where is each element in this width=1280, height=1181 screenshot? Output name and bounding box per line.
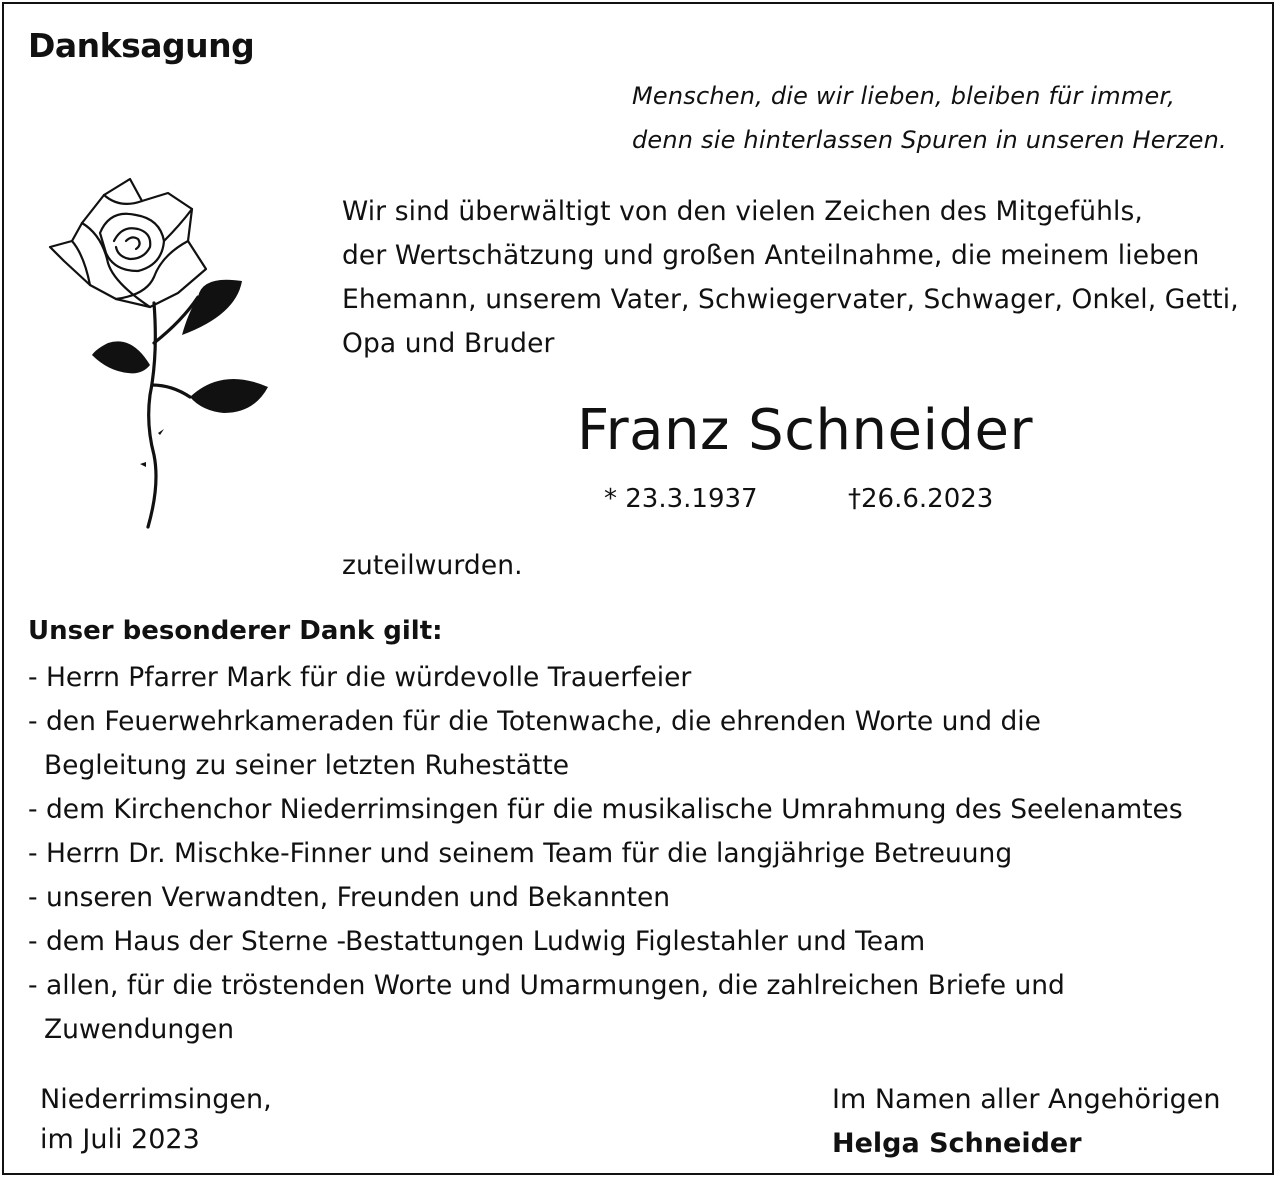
footer-on-behalf: Im Namen aller Angehörigen [832, 1084, 1221, 1115]
thanks-item: - unseren Verwandten, Freunden und Bekannten [28, 882, 671, 913]
intro-line-2: der Wertschätzung und großen Anteilnahme, die meinem lieben [342, 240, 1200, 271]
notice-heading: Danksagung [28, 26, 255, 65]
rose-icon [42, 175, 274, 540]
footer-place: Niederrimsingen, [40, 1084, 272, 1115]
intro-closing: zuteilwurden. [342, 550, 523, 581]
thanks-item: - den Feuerwehrkameraden für die Totenwache, die ehrenden Worte und die [28, 706, 1041, 737]
death-line [848, 484, 993, 514]
thanks-item: - allen, für die tröstenden Worte und Umarmungen, die zahlreichen Briefe und [28, 970, 1065, 1001]
death-cross-icon: † [848, 484, 861, 514]
thanks-item: - dem Kirchenchor Niederrimsingen für die musikalische Umrahmung des Seelenamtes [28, 794, 1183, 825]
death-date: 26.6.2023 [861, 484, 994, 514]
footer-date: im Juli 2023 [40, 1124, 200, 1155]
footer-signer: Helga Schneider [832, 1128, 1082, 1159]
birth-date: 23.3.1937 [625, 484, 758, 514]
thanks-title: Unser besonderer Dank gilt: [28, 616, 443, 646]
thanks-item: - Herrn Pfarrer Mark für die würdevolle Trauerfeier [28, 662, 692, 693]
deceased-name: Franz Schneider [577, 398, 1034, 463]
quote-line-2: denn sie hinterlassen Spuren in unseren Herzen. [632, 126, 1227, 154]
intro-line-4: Opa und Bruder [342, 328, 555, 359]
thanks-item: - dem Haus der Sterne -Bestattungen Ludwig Figlestahler und Team [28, 926, 926, 957]
thanks-item-continuation: Begleitung zu seiner letzten Ruhestätte [44, 750, 570, 781]
quote-line-1: Menschen, die wir lieben, bleiben für immer, [632, 82, 1176, 110]
birth-star-icon: * [604, 484, 617, 514]
birth-line [604, 484, 758, 514]
thanks-item: - Herrn Dr. Mischke-Finner und seinem Team für die langjährige Betreuung [28, 838, 1013, 869]
intro-line-1: Wir sind überwältigt von den vielen Zeichen des Mitgefühls, [342, 196, 1143, 227]
thanks-item-continuation: Zuwendungen [44, 1014, 235, 1045]
intro-line-3: Ehemann, unserem Vater, Schwiegervater, Schwager, Onkel, Getti, [342, 284, 1239, 315]
